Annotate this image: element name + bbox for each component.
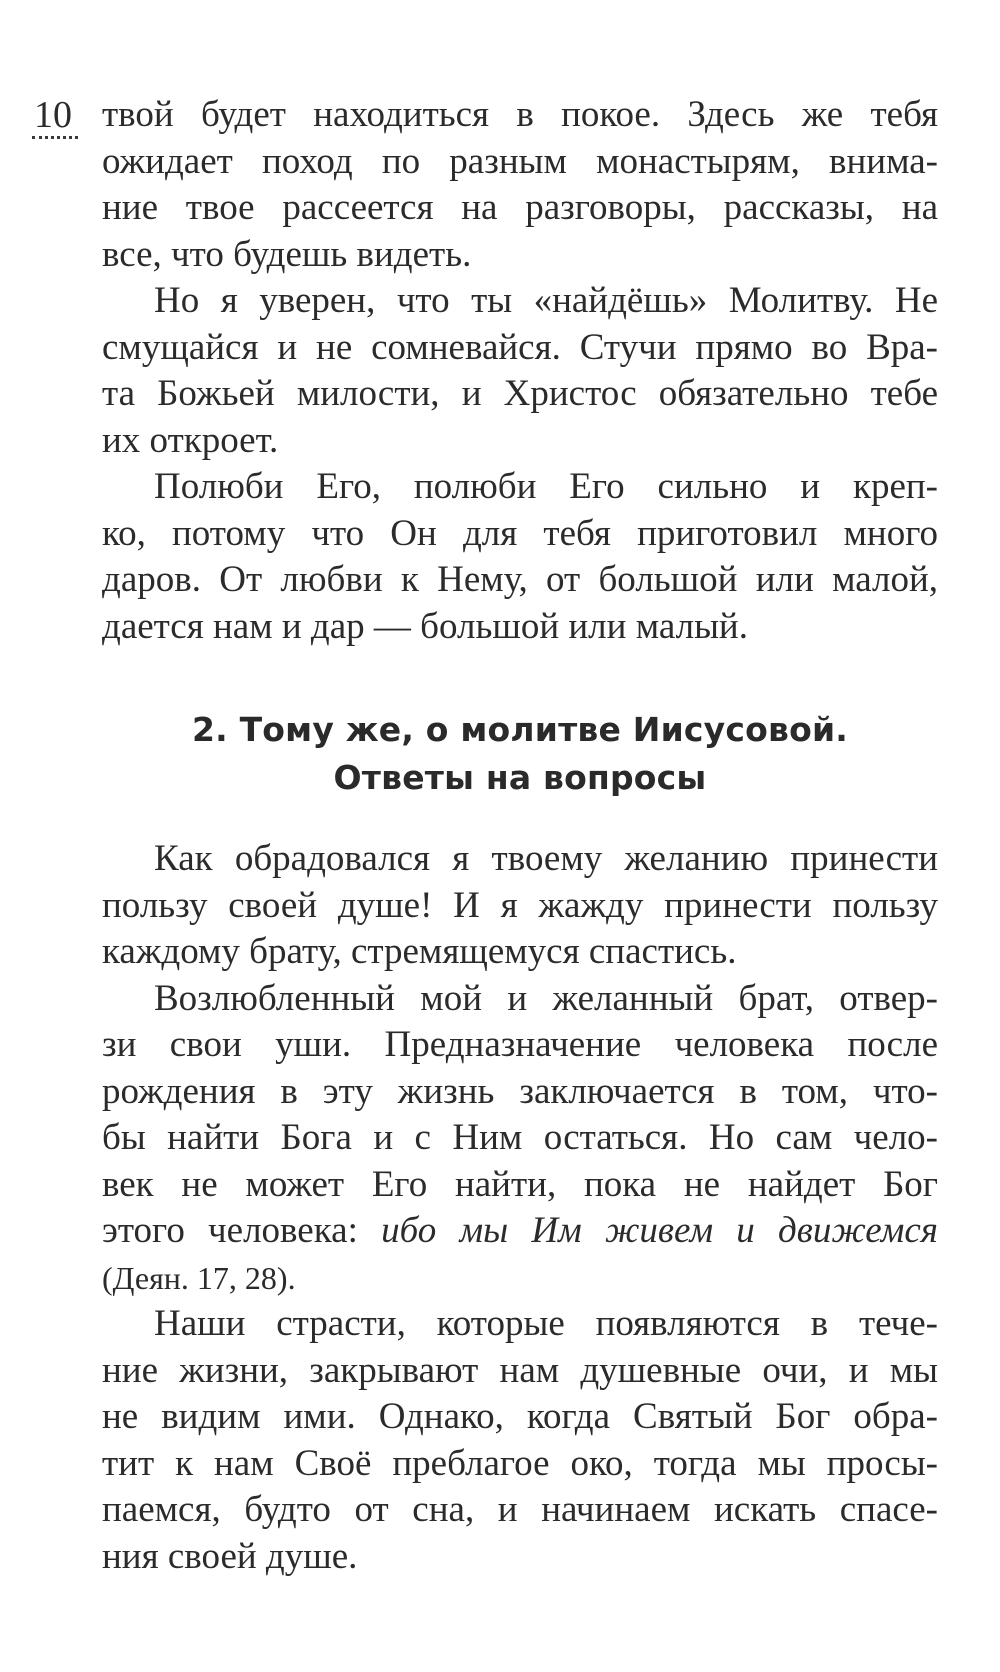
text-line: рождения в эту жизнь заключается в том, что- [102, 1070, 938, 1112]
scripture-quote: ибо мы Им живем и движемся [381, 1210, 938, 1251]
text-line: пользу своей душе! И я жажду принести пользу [102, 884, 938, 926]
text-line: паемся, будто от сна, и начинаем искать спасе- [102, 1489, 938, 1530]
page-number-underline [32, 136, 78, 139]
text-line-with-quote [102, 1208, 938, 1255]
text-line: не видим ими. Однако, когда Святый Бог обра- [102, 1396, 938, 1437]
section-heading-line: Ответы на вопросы [333, 758, 707, 797]
text-line: ожидает поход по разным монастырям, внима- [102, 140, 938, 182]
text-line: бы найти Бога и с Ним остаться. Но сам чело- [102, 1117, 938, 1158]
text-line: смущайся и не сомневайся. Стучи прямо во Вра- [102, 326, 938, 368]
paragraph [102, 278, 938, 464]
text-line: ния своей душе. [102, 1535, 358, 1577]
text-line: та Божьей милости, и Христос обязательно тебе [102, 373, 938, 414]
paragraph [102, 464, 938, 650]
text-line: все, что будешь видеть. [102, 233, 472, 275]
text-plain: этого человека: [102, 1210, 382, 1251]
text-line: Возлюбленный мой и желанный брат, отвер- [154, 977, 938, 1019]
text-line: ние твое рассеется на разговоры, рассказы, на [102, 187, 938, 228]
paragraph [102, 836, 938, 976]
text-line: их откроет. [102, 419, 279, 461]
section-heading [102, 706, 938, 802]
text-line: зи свои уши. Предназначение человека после [102, 1024, 938, 1065]
paragraph [102, 1301, 938, 1580]
text-line: даров. От любви к Нему, от большой или малой, [102, 559, 938, 600]
text-line: дается нам и дар — большой или малый. [102, 605, 748, 647]
text-line: ко, потому что Он для тебя приготовил много [102, 512, 938, 554]
text-line: Как обрадовался я твоему желанию принести [154, 838, 938, 879]
paragraph [102, 92, 938, 278]
text-line: век не может Его найти, пока не найдет Бог [102, 1163, 938, 1205]
paragraph [102, 976, 938, 1302]
text-line: Наши страсти, которые появляются в тече- [154, 1303, 938, 1344]
text-line: ние жизни, закрывают нам душевные очи, и мы [102, 1349, 938, 1391]
page-number: 10 [34, 94, 72, 136]
text-line: каждому брату, стремящемуся спастись. [102, 931, 737, 972]
section-heading-line: 2. Тому же, о молитве Иисусовой. [191, 710, 849, 749]
text-line: твой будет находиться в покое. Здесь же тебя [102, 94, 938, 135]
page-content [102, 92, 938, 1580]
text-line: тит к нам Своё преблагое око, тогда мы просы- [102, 1442, 938, 1484]
text-line: Но я уверен, что ты «найдёшь» Молитву. Не [154, 280, 938, 321]
scripture-citation: (Деян. 17, 28). [102, 1259, 296, 1296]
text-line: Полюби Его, полюби Его сильно и креп- [154, 466, 938, 507]
